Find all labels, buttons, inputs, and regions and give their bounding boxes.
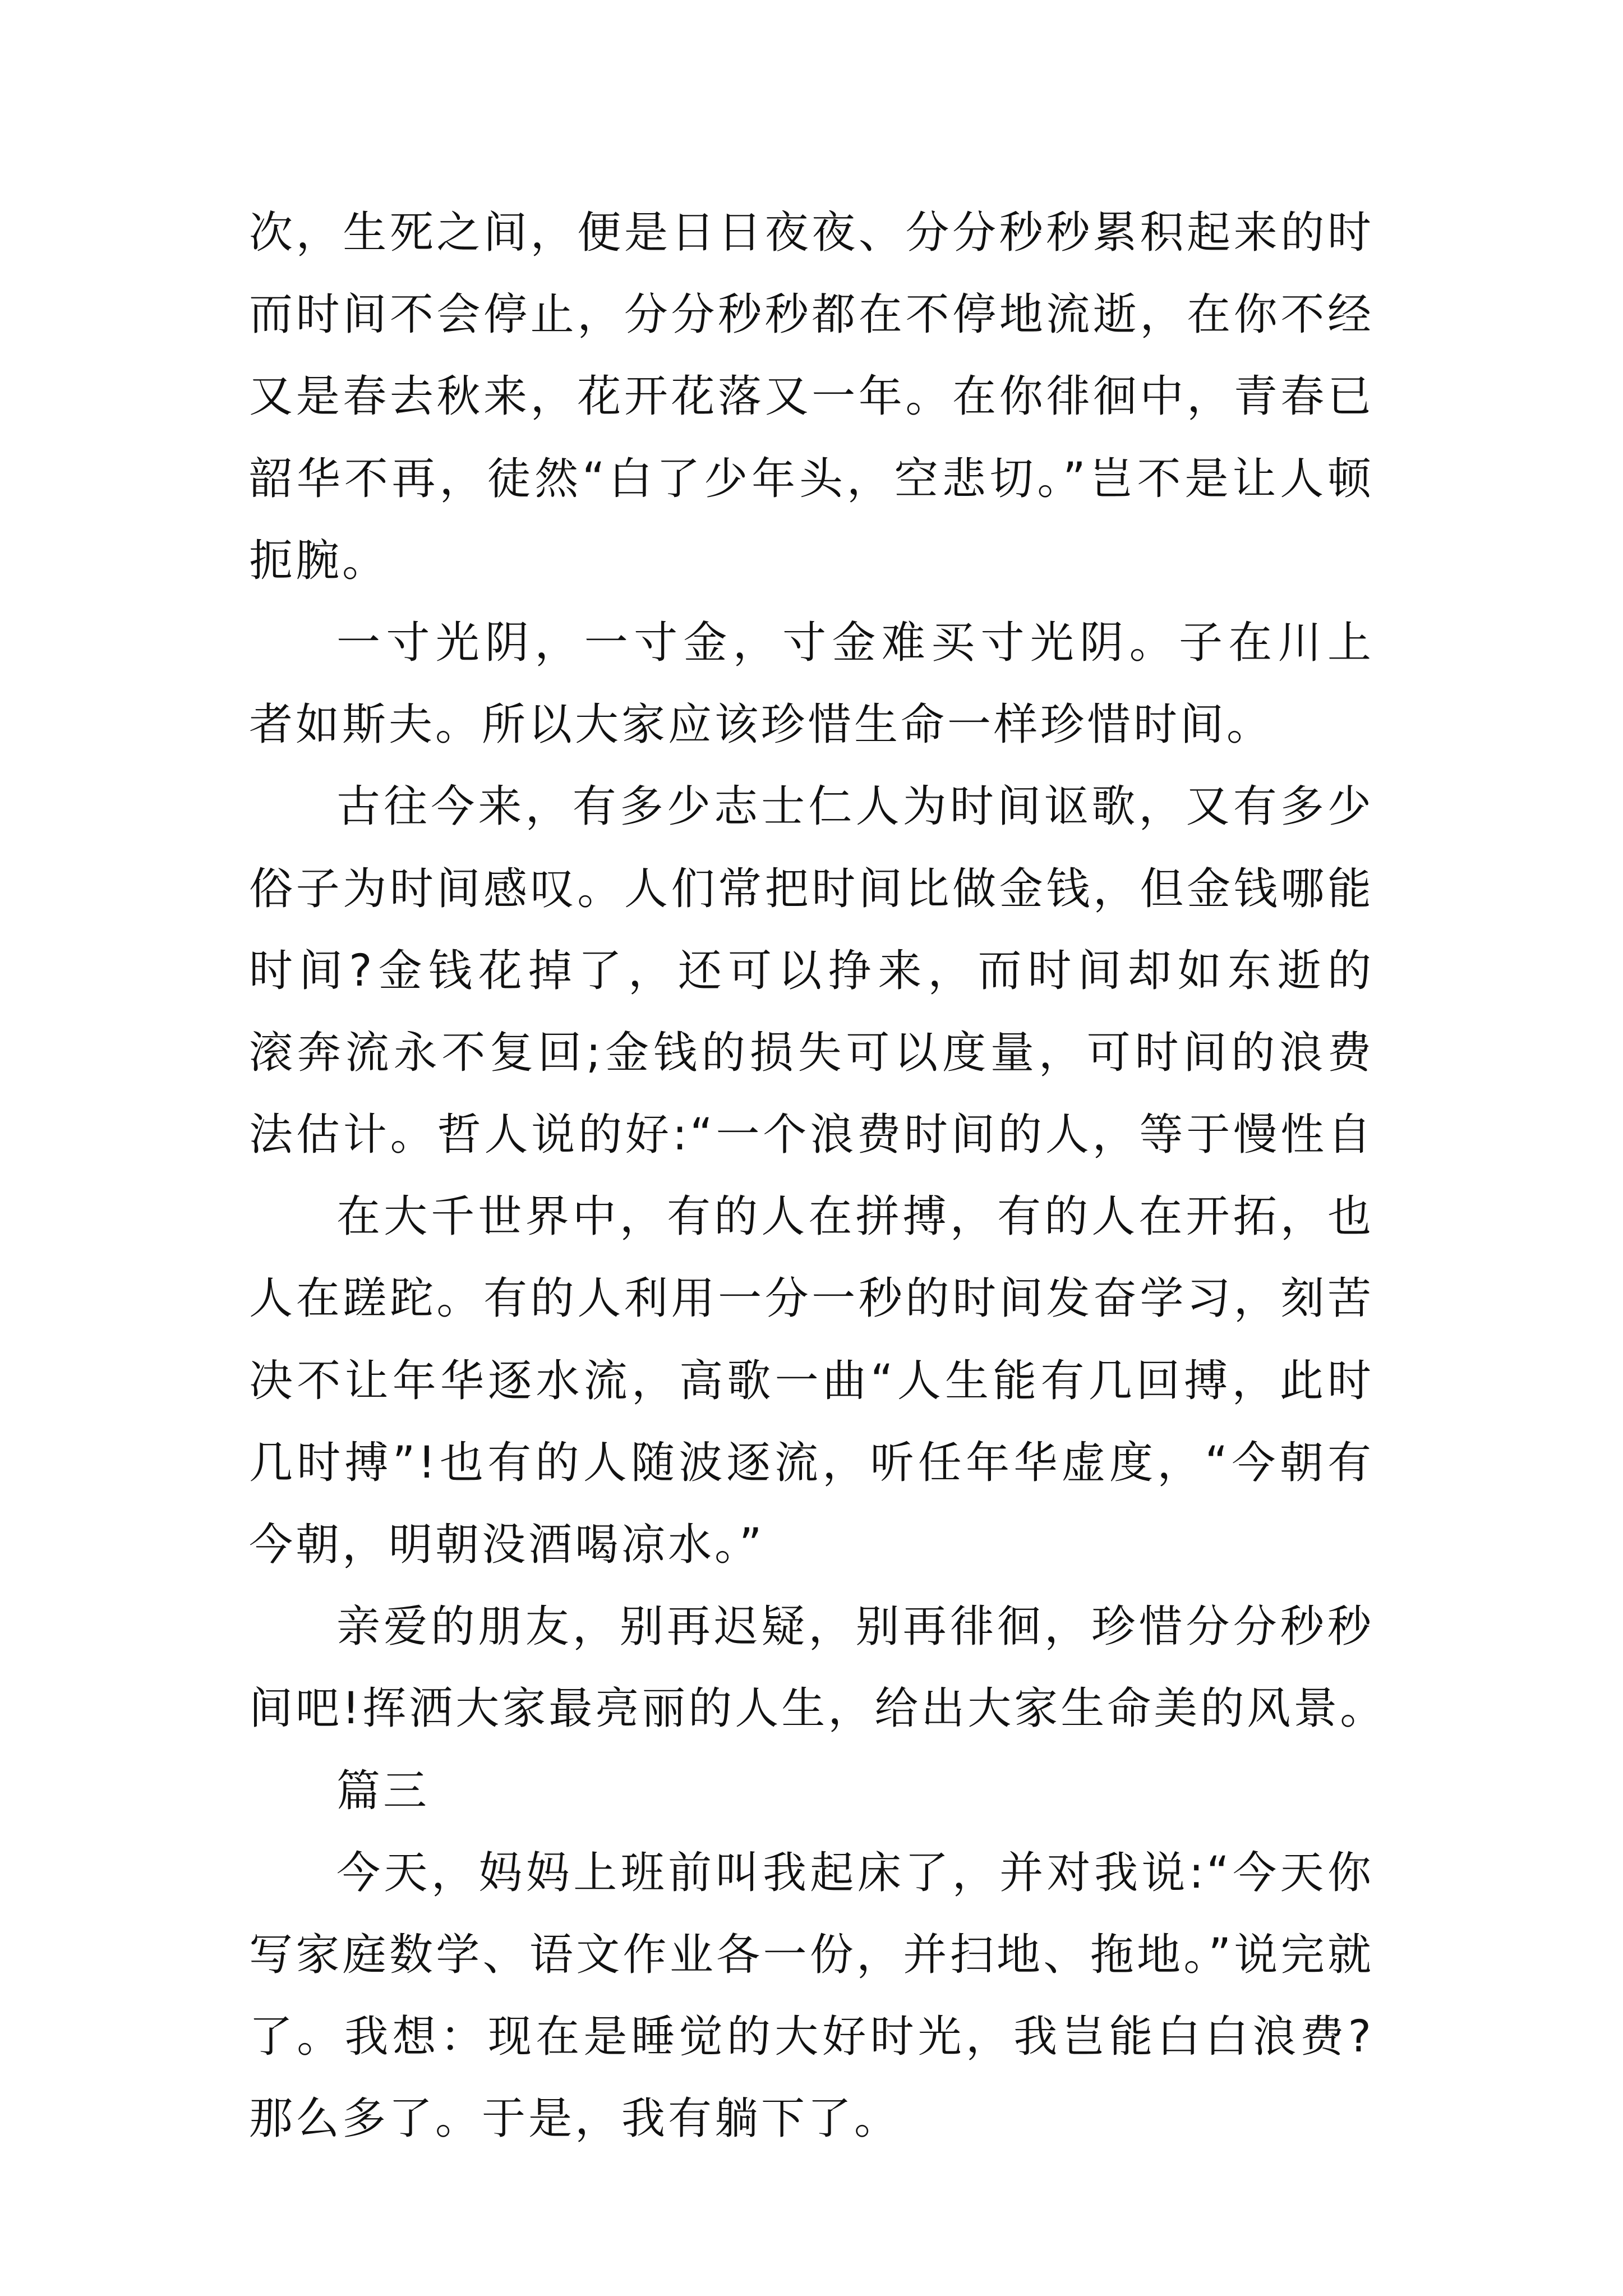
text-line: 人在蹉跎。有的人利用一分一秒的时间发奋学习，刻苦 (249, 1273, 1374, 1324)
text-line: 了。我想：现在是睡觉的大好时光，我岂能白白浪费? (249, 2012, 1374, 2063)
paragraph-4 (249, 1176, 1374, 1586)
text-line: 在大千世界中，有的人在拼搏，有的人在开拓，也 (336, 1191, 1374, 1243)
paragraph-2 (249, 602, 1374, 766)
paragraph-7 (249, 1832, 1374, 2160)
text-line: 几时搏”!也有的人随波逐流，听任年华虚度，“今朝有 (249, 1437, 1374, 1488)
text-line: 那么多了。于是，我有躺下了。 (249, 2093, 901, 2145)
text-line: 俗子为时间感叹。人们常把时间比做金钱，但金钱哪能 (249, 863, 1374, 914)
text-line: 决不让年华逐水流，高歌一曲“人生能有几回搏，此时 (249, 1355, 1374, 1406)
text-line: 一寸光阴，一寸金，寸金难买寸光阴。子在川上 (336, 617, 1374, 668)
section-title: 篇三 (336, 1765, 430, 1816)
text-line: 间吧!挥洒大家最亮丽的人生，给出大家生命美的风景。 (249, 1683, 1387, 1734)
text-line: 法估计。哲人说的好:“一个浪费时间的人，等于慢性自 (249, 1110, 1374, 1161)
paragraph-1 (249, 192, 1374, 602)
section-heading (249, 1750, 1374, 1832)
text-line: 时间?金钱花掉了，还可以挣来，而时间却如东逝的 (249, 945, 1374, 996)
paragraph-3 (249, 766, 1374, 1176)
text-line: 写家庭数学、语文作业各一份，并扫地、拖地。”说完就 (249, 1929, 1374, 1980)
text-line: 又是春去秋来，花开花落又一年。在你徘徊中，青春已 (249, 371, 1374, 422)
text-line: 扼腕。 (249, 535, 389, 586)
text-line: 者如斯夫。所以大家应该珍惜生命一样珍惜时间。 (249, 700, 1274, 751)
text-line: 而时间不会停止，分分秒秒都在不停地流逝，在你不经 (249, 289, 1374, 341)
text-line: 亲爱的朋友，别再迟疑，别再徘徊，珍惜分分秒秒 (336, 1602, 1374, 1653)
body-text (249, 192, 1387, 2160)
text-line: 今天，妈妈上班前叫我起床了，并对我说:“今天你 (336, 1847, 1374, 1898)
text-line: 今朝，明朝没酒喝凉水。” (249, 1520, 765, 1570)
text-line: 次，生死之间，便是日日夜夜、分分秒秒累积起来的时 (249, 208, 1374, 258)
text-line: 古往今来，有多少志士仁人为时间讴歌，又有多少 (336, 781, 1374, 832)
text-line: 滚奔流永不复回;金钱的损失可以度量，可时间的浪费 (249, 1027, 1374, 1078)
paragraph-5 (249, 1586, 1387, 1750)
text-line: 韶华不再，徒然“白了少年头，空悲切。”岂不是让人顿 (249, 453, 1374, 504)
